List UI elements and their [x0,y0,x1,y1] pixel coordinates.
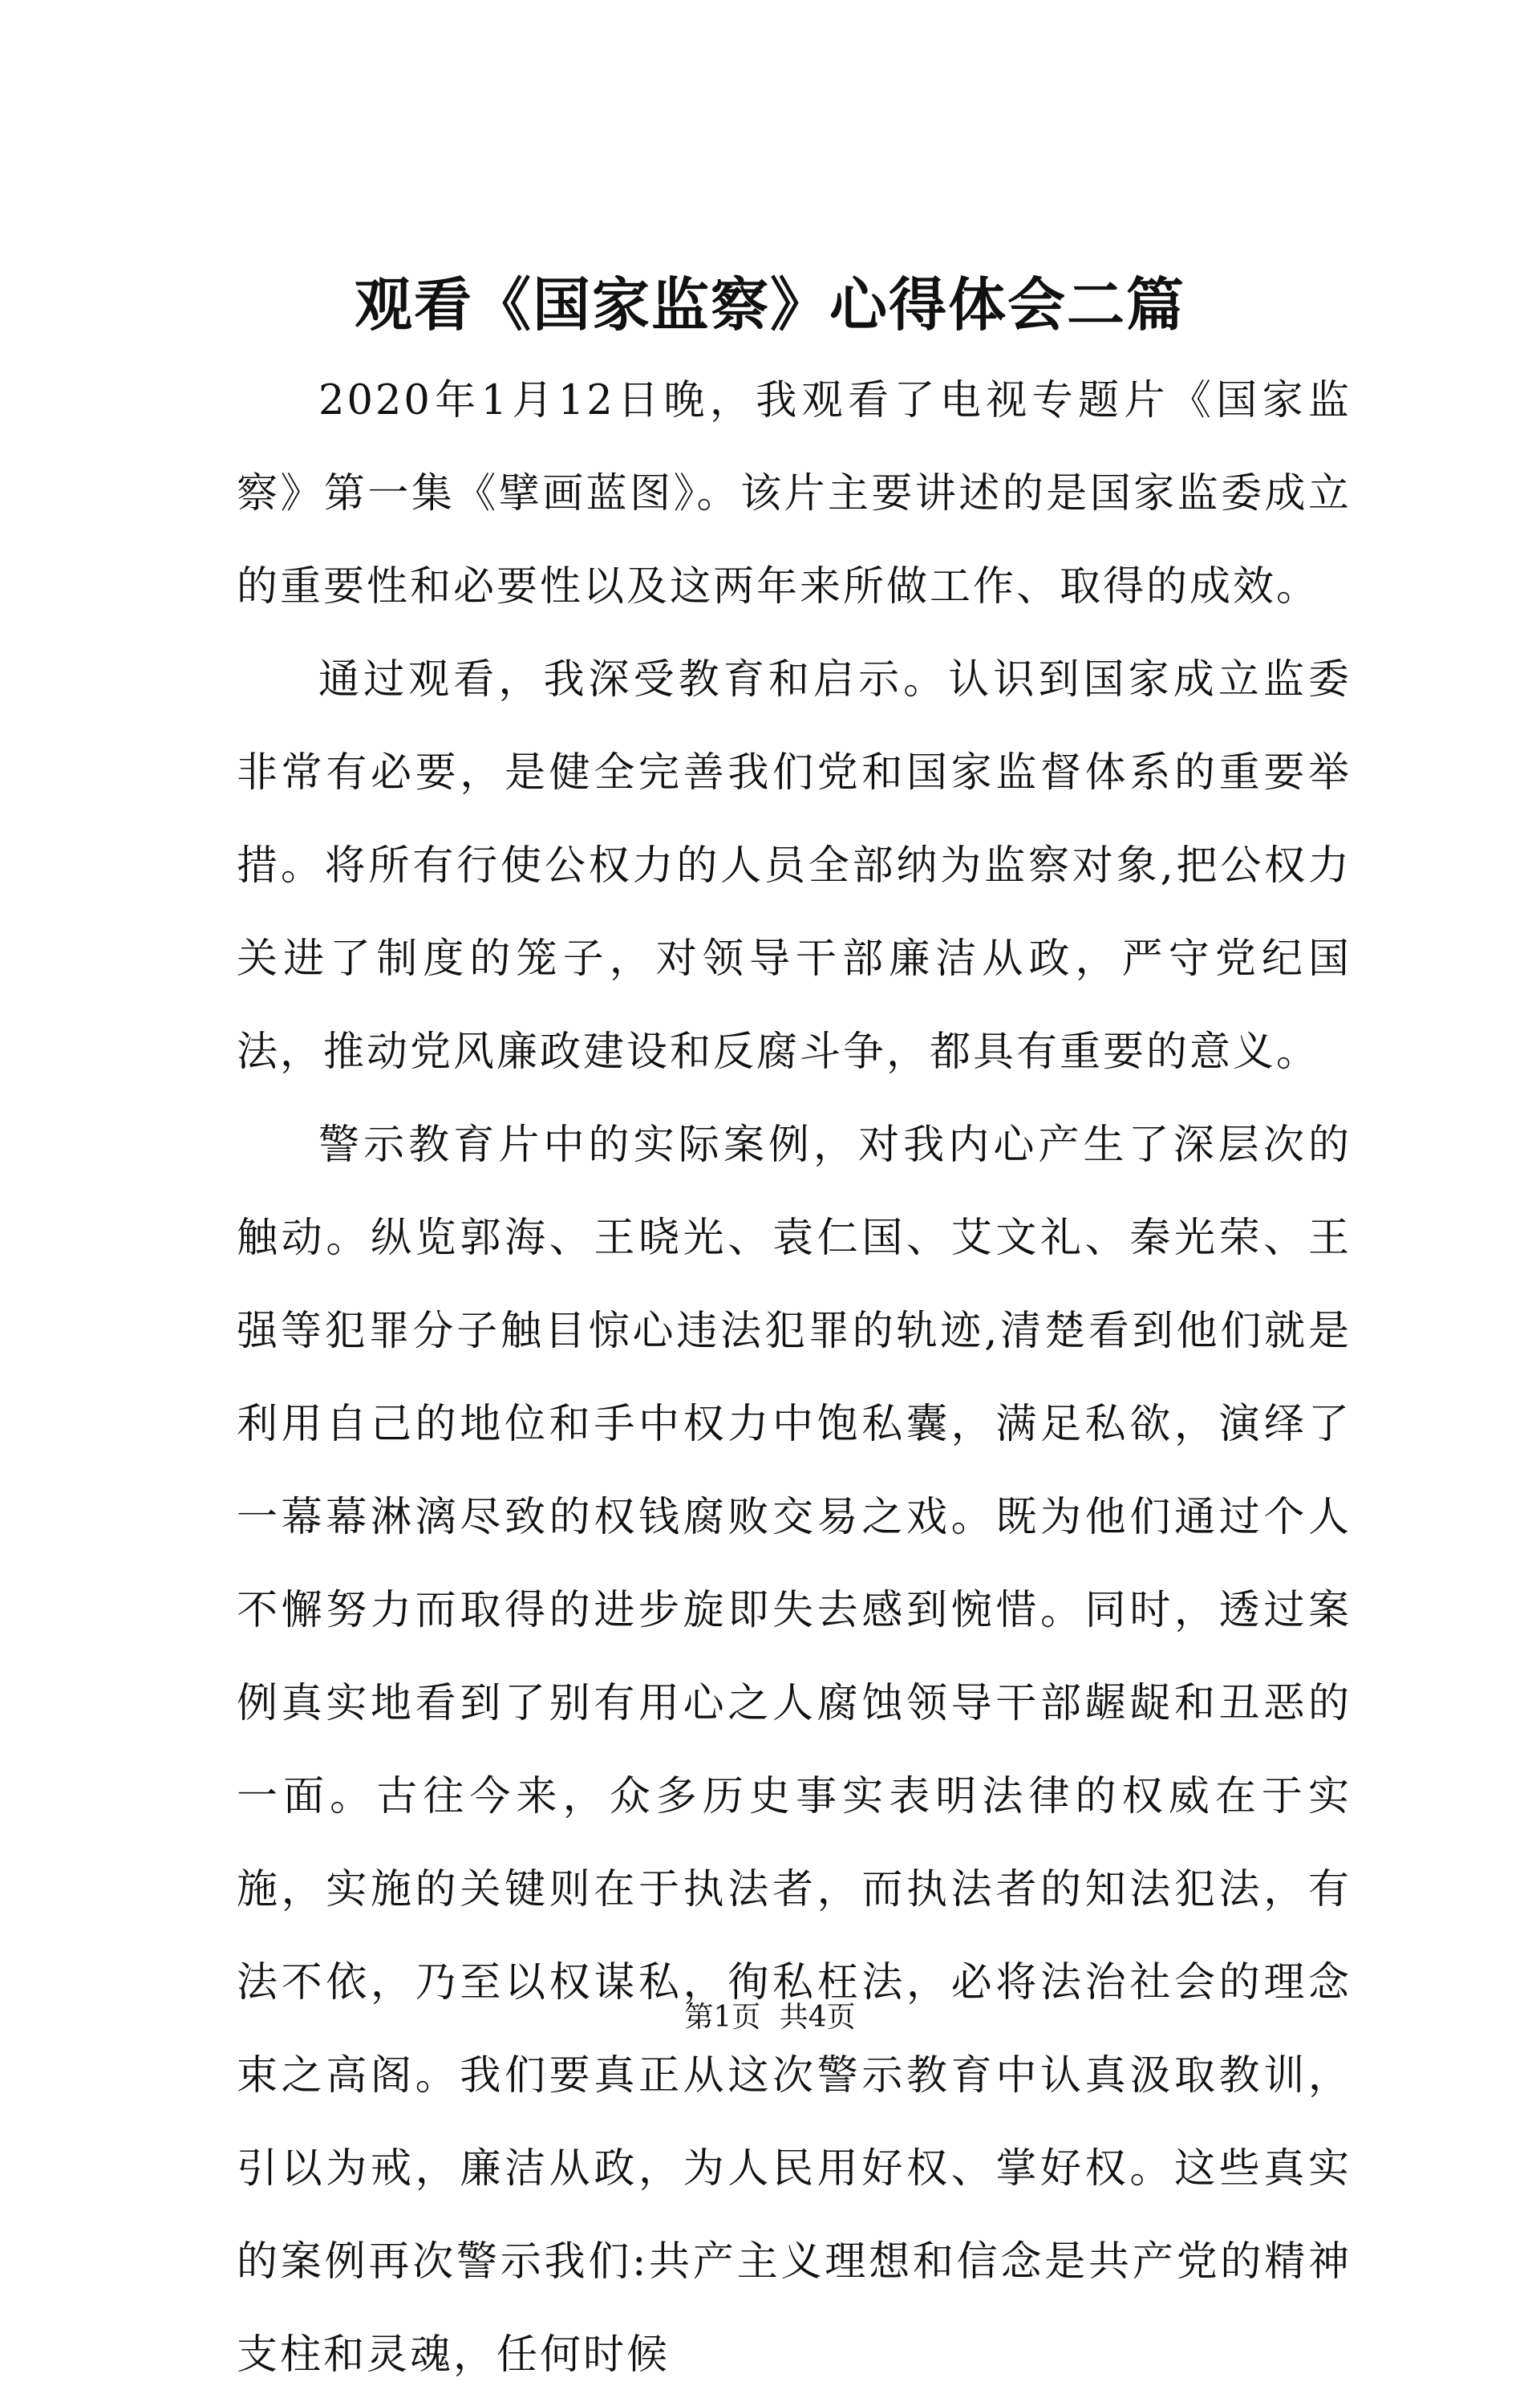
document-body [237,355,1352,2402]
paragraph-2: 通过观看，我深受教育和启示。认识到国家成立监委非常有必要，是健全完善我们党和国家监督体系的重要举措。将所有行使公权力的人员全部纳为监察对象,把公权力关进了制度的笼子，对领导干部廉洁从政，严守党纪国法，推动党风廉政建设和反腐斗争，都具有重要的意义。 [237,656,1352,1076]
page-total: 共4页 [779,2001,856,2034]
page-number: 第1页 [684,2001,761,2034]
paragraph-3: 警示教育片中的实际案例，对我内心产生了深层次的触动。纵览郭海、王晓光、袁仁国、艾文礼、秦光荣、王强等犯罪分子触目惊心违法犯罪的轨迹,清楚看到他们就是利用自己的地位和手中权力中饱私囊，满足私欲，演绎了一幕幕淋漓尽致的权钱腐败交易之戏。既为他们通过个人不懈努力而取得的进步旋即失去感到惋惜。同时，透过案例真实地看到了别有用心之人腐蚀领导干部龌龊和丑恶的一面。古往今来，众多历史事实表明法律的权威在于实施，实施的关键则在于执法者，而执法者的知法犯法，有法不依，乃至以权谋私，徇私枉法，必将法治社会的理念束之高阁。我们要真正从这次警示教育中认真汲取教训，引以为戒，廉洁从政，为人民用好权、掌好权。这些真实的案例再次警示我们:共产主义理想和信念是共产党的精神支柱和灵魂，任何时候 [237,1122,1352,2379]
page-footer [0,1998,1540,2038]
paragraph-1: 2020年1月12日晚，我观看了电视专题片《国家监察》第一集《擘画蓝图》。该片主要讲述的是国家监委成立的重要性和必要性以及这两年来所做工作、取得的成效。 [237,377,1352,611]
document-title: 观看《国家监察》心得体会二篇 [354,270,1185,339]
